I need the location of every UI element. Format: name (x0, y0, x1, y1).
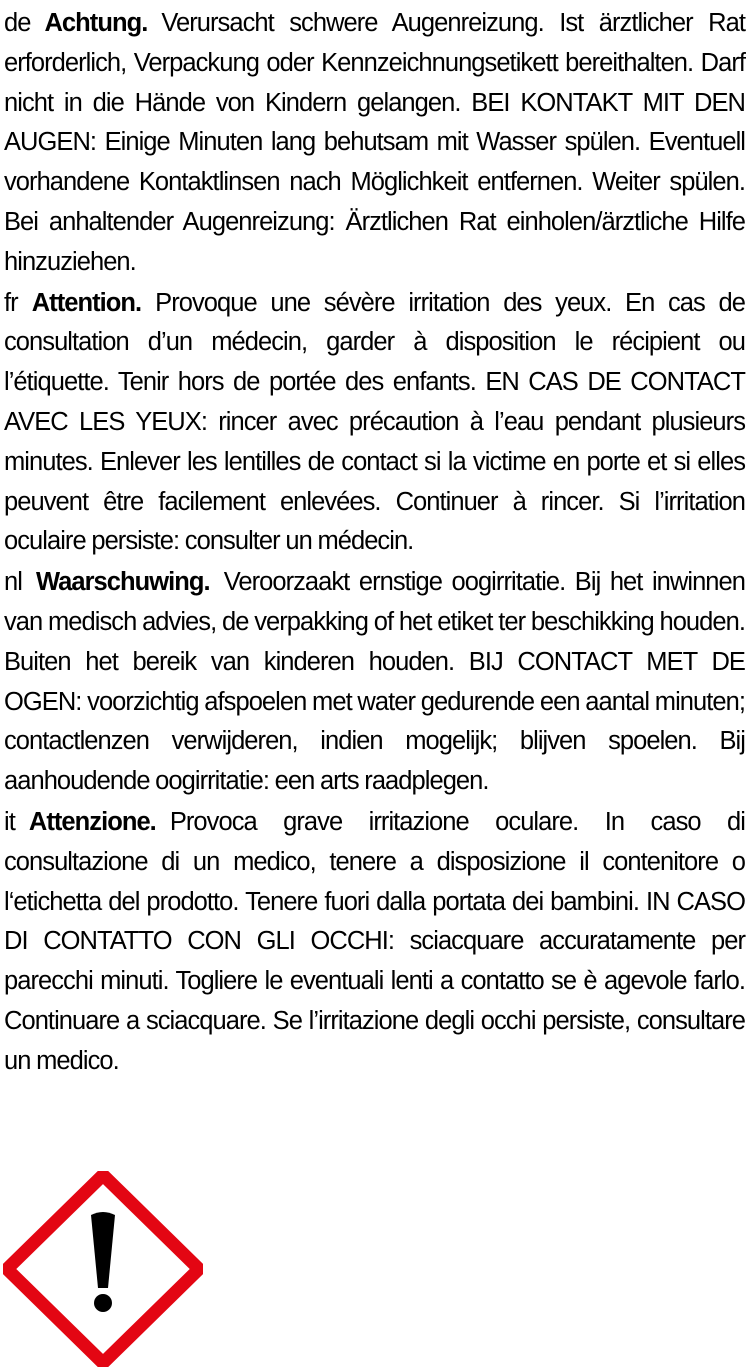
hazard-text: Verursacht schwere Augenreizung. Ist ärztlicher Rat erforderlich, Verpackung oder Kennzeichnungsetikett bereithalten. Darf nicht in die Hände von Kindern gelangen. BEI KONTAKT MIT DEN AUGEN: Einige Minuten lang behutsam mit Wasser spülen. Eventuell vorhandene Kontaktlinsen nach Möglichkeit entfernen. Weiter spülen. Bei anhaltender Augenreizung: Ärztlichen Rat einholen/ärztliche Hilfe hinzuziehen. (4, 9, 745, 276)
signal-word: Attention. (31, 288, 142, 317)
exclamation-dot (94, 1294, 112, 1312)
signal-word: Waarschuwing. (35, 568, 210, 597)
section-nl (4, 563, 745, 802)
hazard-text: Veroorzaakt ernstige oogirritatie. Bij het inwinnen van medisch advies, de verpakking of het etiket ter beschikking houden. Buiten het bereik van kinderen houden. BIJ CONTACT MET DE OGEN: voorzichtig afspoelen met water gedurende een aantal minuten; contactlenzen verwijderen, indien mogelijk; blijven spoelen. Bij aanhoudende oogirritatie: een arts raadplegen. (4, 568, 745, 796)
hazard-text: Provoca grave irritazione oculare. In caso di consultazione di un medico, tenere a disposizione il contenitore o l‘etichetta del prodotto. Tenere fuori dalla portata dei bambini. IN CASO DI CONTATTO CON GLI OCCHI: sciacquare accuratamente per parecchi minuti. Togliere le eventuali lenti a contatto se è agevole farlo. Continuare a sciacquare. Se l’irritazione degli occhi persiste, consultare un medico. (4, 807, 745, 1075)
section-it (4, 803, 745, 1082)
language-code: nl (4, 568, 22, 597)
language-code: it (4, 807, 15, 836)
language-code: fr (4, 288, 18, 317)
section-fr (4, 284, 745, 563)
exclamation-mark-hazard-icon (3, 1171, 203, 1367)
hazard-text: Provoque une sévère irritation des yeux. En cas de consultation d’un médecin, garder à disposition le récipient ou l’étiquette. Tenir hors de portée des enfants. EN CAS DE CONTACT AVEC LES YEUX: rincer avec précaution à l’eau pendant plusieurs minutes. Enlever les lentilles de contact si la victime en porte et si elles peuvent être facilement enlevées. Continuer à rincer. Si l’irritation oculaire persiste: consulter un médecin. (4, 288, 745, 556)
safety-label (4, 4, 745, 1083)
language-code: de (4, 9, 31, 37)
signal-word: Attenzione. (28, 807, 156, 836)
ghs-hazard-pictogram (3, 1171, 203, 1367)
section-de (4, 4, 745, 283)
signal-word: Achtung. (44, 9, 148, 37)
